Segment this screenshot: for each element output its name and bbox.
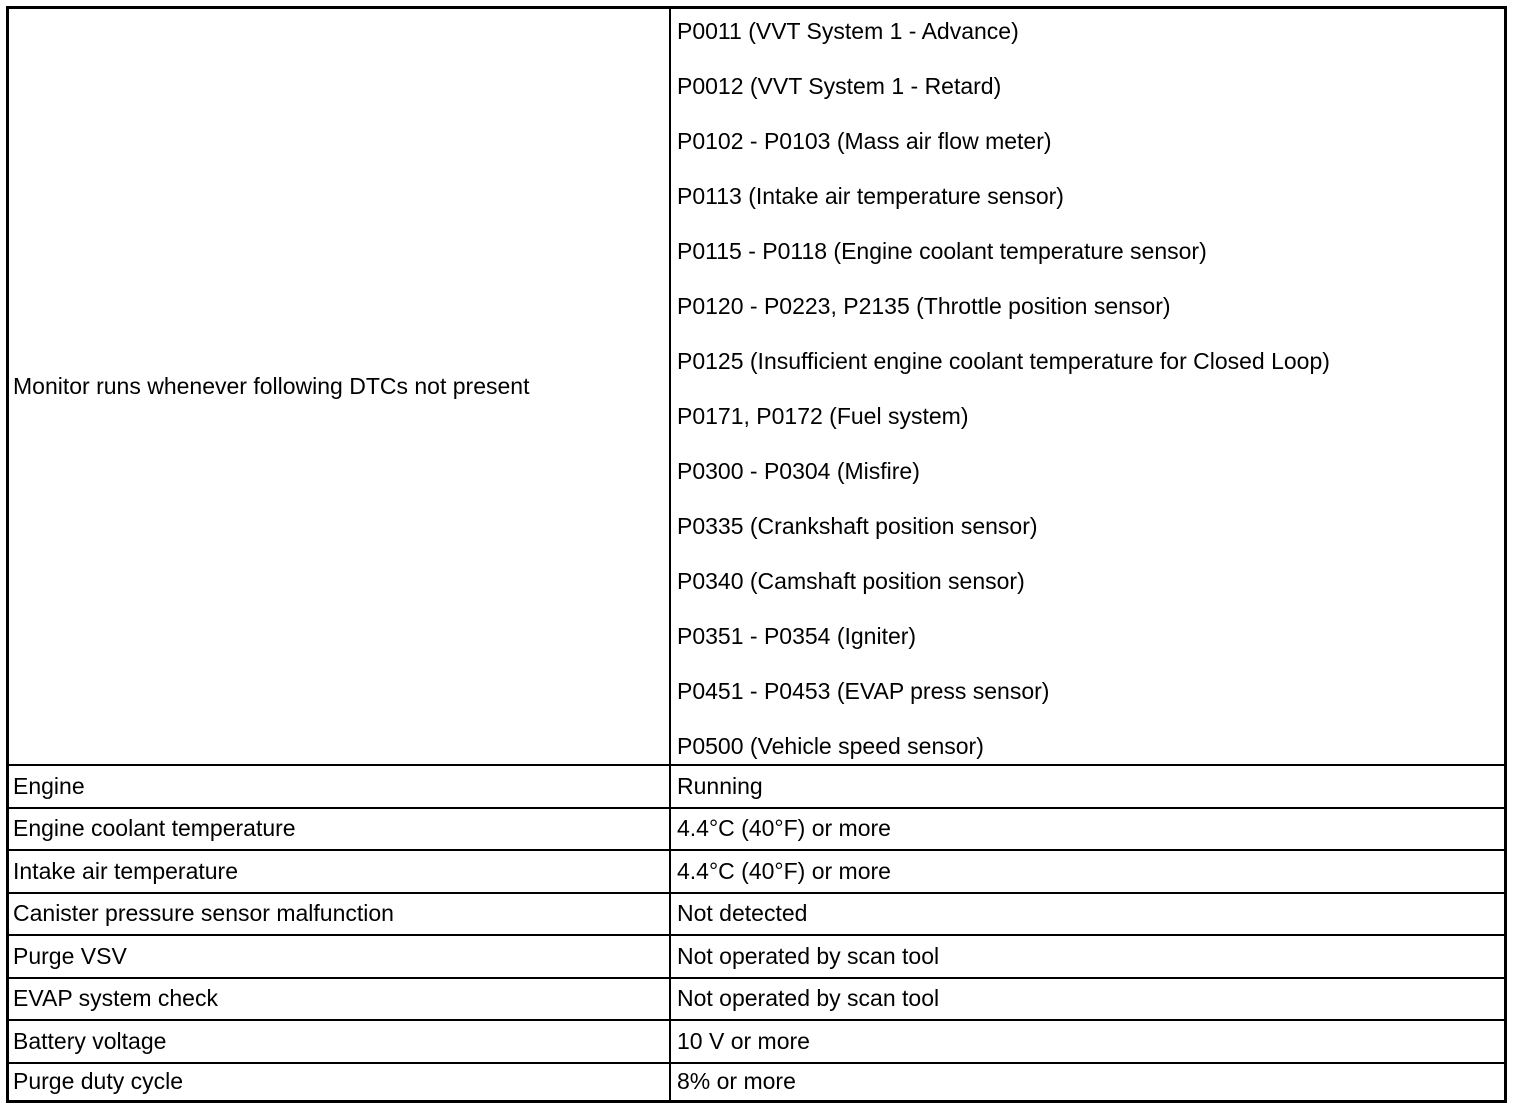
row-value: 10 V or more (677, 1027, 810, 1054)
dtc-item: P0300 - P0304 (Misfire) (677, 458, 920, 484)
row-label: Engine coolant temperature (9, 809, 671, 850)
dtc-item: P0120 - P0223, P2135 (Throttle position sensor) (677, 293, 1171, 319)
table-row-purge-duty-cycle (9, 1064, 1504, 1101)
dtc-item: P0171, P0172 (Fuel system) (677, 403, 969, 429)
table-row-engine-coolant-temperature (9, 809, 1504, 852)
row-label: EVAP system check (9, 979, 671, 1020)
table-row-purge-vsv (9, 936, 1504, 979)
row-label: Purge duty cycle (9, 1064, 671, 1101)
dtc-item: P0451 - P0453 (EVAP press sensor) (677, 678, 1050, 704)
row-value: 8% or more (677, 1068, 796, 1095)
table-row-canister-pressure-sensor (9, 894, 1504, 937)
table-row-evap-system-check (9, 979, 1504, 1022)
table-row-engine (9, 766, 1504, 809)
row-label: Purge VSV (9, 936, 671, 977)
dtc-item: P0102 - P0103 (Mass air flow meter) (677, 128, 1052, 154)
row-label: Battery voltage (9, 1021, 671, 1062)
row-value: 4.4°C (40°F) or more (677, 815, 891, 842)
conditions-table (6, 6, 1507, 1103)
row-label: Engine (9, 766, 671, 807)
row-value: Not operated by scan tool (677, 942, 940, 969)
row-value: Not detected (677, 900, 808, 927)
monitor-condition-label: Monitor runs whenever following DTCs not present (9, 9, 671, 764)
table-row-battery-voltage (9, 1021, 1504, 1064)
row-label: Intake air temperature (9, 851, 671, 892)
dtc-item: P0011 (VVT System 1 - Advance) (677, 18, 1019, 44)
dtc-item: P0113 (Intake air temperature sensor) (677, 183, 1064, 209)
dtc-item: P0125 (Insufficient engine coolant temperature for Closed Loop) (677, 348, 1330, 374)
dtc-item: P0115 - P0118 (Engine coolant temperature sensor) (677, 238, 1207, 264)
table-row-intake-air-temperature (9, 851, 1504, 894)
row-value: Not operated by scan tool (677, 985, 940, 1012)
row-value: Running (677, 772, 763, 799)
dtc-item: P0340 (Camshaft position sensor) (677, 568, 1025, 594)
monitor-dtc-row (9, 9, 1504, 766)
row-label: Canister pressure sensor malfunction (9, 894, 671, 935)
dtc-item: P0500 (Vehicle speed sensor) (677, 733, 984, 759)
row-value: 4.4°C (40°F) or more (677, 857, 891, 884)
dtc-item: P0351 - P0354 (Igniter) (677, 623, 917, 649)
dtc-item: P0012 (VVT System 1 - Retard) (677, 73, 1002, 99)
dtc-item: P0335 (Crankshaft position sensor) (677, 513, 1038, 539)
